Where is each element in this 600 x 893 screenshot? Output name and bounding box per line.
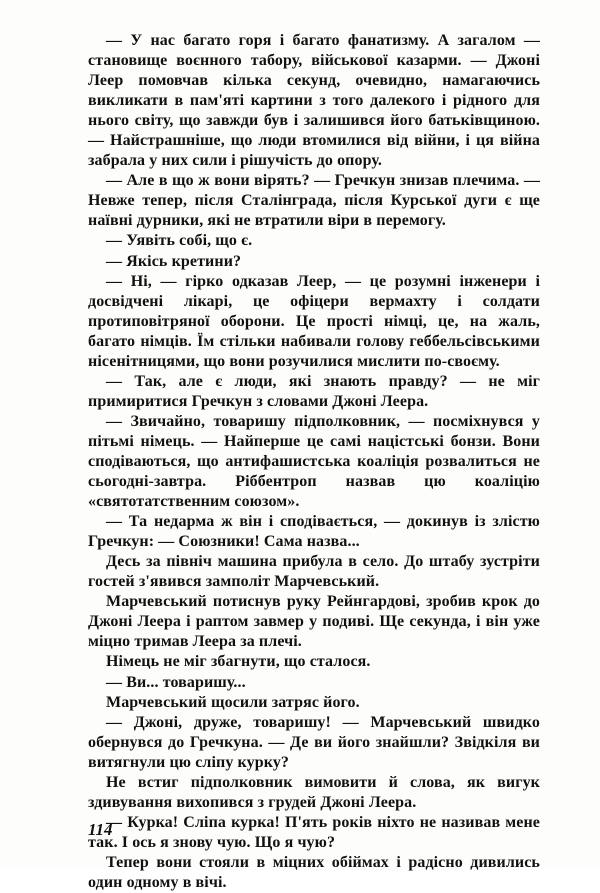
paragraph: — Звичайно, товаришу підполковник, — посміхнувся у пітьмі німець. — Найперше це самі націстські бонзи. Вони сподіваються, що антифашистська коаліція розвалиться не сьогодні-завтра. Ріббентроп назвав цю коаліцію «святотатственним союзом». (88, 412, 540, 511)
paragraph: — Джоні, друже, товаришу! — Марчевський швидко обернувся до Гречкуна. — Де ви його знайшли? Звідкіля ви витягнули цю сліпу курку? (88, 713, 540, 771)
paragraph: Німець не міг збагнути, що сталося. (106, 653, 371, 671)
paragraph: — Якісь кретини? (106, 252, 242, 270)
paragraph: Марчевський щосили затряс його. (106, 693, 360, 711)
paragraph: Десь за північ машина прибула в село. До штабу зустріти гостей з'явився замполіт Марчевський. (88, 553, 540, 591)
paragraph: Тепер вони стояли в міцних обіймах і радісно дивились один одному в вічі. (88, 853, 540, 891)
body-text (88, 31, 540, 893)
paragraph: Не встиг підполковник вимовити й слова, як вигук здивування вихопився з грудей Джоні Леера. (88, 773, 540, 811)
paragraph: — У нас багато горя і багато фанатизму. А загалом — становище воєнного табору, військової казарми. — Джоні Леер помовчав кілька секунд, очевидно, намагаючись викликати в пам'яті картини з того далекого і рідного для нього світу, що завжди був і залишився його батьківщиною. — Найстрашніше, що люди втомилися від війни, і ця війна забрала у них сили і рішучість до опору. (88, 32, 540, 170)
page-number: 114 (88, 820, 113, 839)
paragraph: Марчевський потиснув руку Рейнгардові, зробив крок до Джоні Леера і раптом завмер у подиві. Ще секунда, і він уже міцно тримав Леера за плечі. (88, 593, 540, 651)
paragraph: — Та недарма ж він і сподівається, — докинув із злістю Гречкун: — Союзники! Сама назва... (88, 513, 540, 551)
paragraph: — Ні, — гірко одказав Леер, — це розумні інженери і досвідчені лікарі, це офіцери вермахту і солдати протиповітряної оборони. Це прості німці, це, на жаль, багато німців. Їм стільки набивали голову геббельсівськими нісенітницями, що вони розучилися мислити по-своєму. (88, 272, 540, 370)
paragraph: — Уявіть собі, що є. (106, 232, 253, 250)
paragraph: — Але в що ж вони вірять? — Гречкун знизав плечима. — Невже тепер, після Сталінграда, після Курської дуги є ще наївні дурники, які не втратили віри в перемогу. (88, 172, 540, 230)
paragraph: — Ви... товаришу... (106, 673, 246, 691)
paragraph: — Курка! Сліпа курка! П'ять років ніхто не називав мене так. І ось я знову чую. Що я чую? (88, 813, 540, 851)
paragraph: — Так, але є люди, які знають правду? — не міг примиритися Гречкун з словами Джоні Леера. (88, 372, 540, 410)
